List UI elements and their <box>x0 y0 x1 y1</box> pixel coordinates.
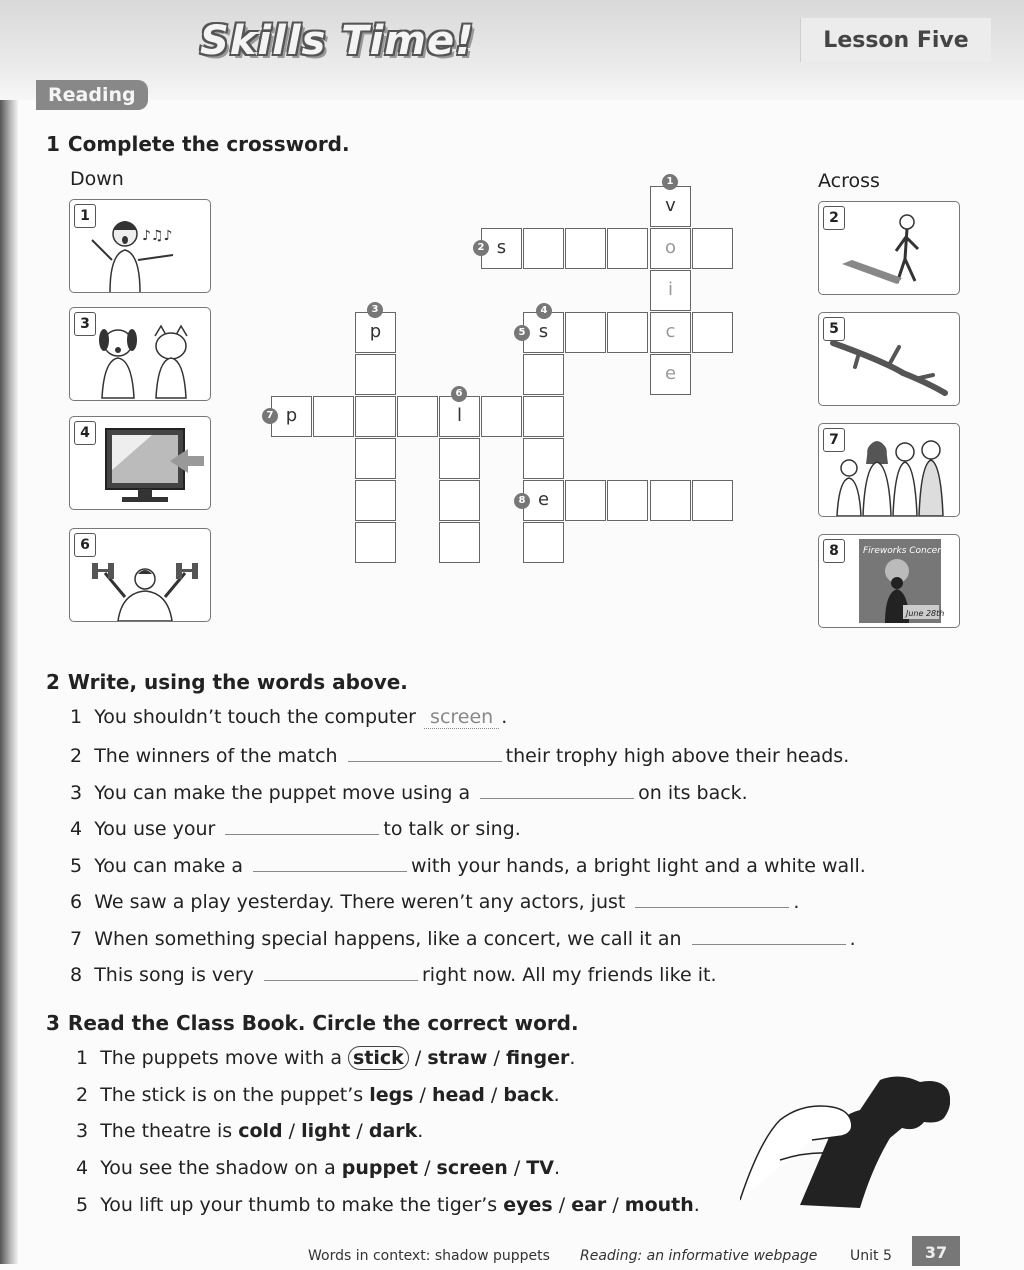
option[interactable]: TV <box>526 1157 554 1179</box>
grid-cell[interactable] <box>355 480 396 521</box>
option[interactable]: head <box>431 1084 485 1106</box>
answer-input[interactable] <box>635 889 789 908</box>
option-circled[interactable]: stick <box>348 1046 409 1070</box>
grid-cell[interactable]: c <box>650 312 691 353</box>
answer-input[interactable] <box>480 780 634 799</box>
grid-cell[interactable]: i <box>650 270 691 311</box>
grid-marker-3: 3 <box>367 302 383 318</box>
answer-input[interactable] <box>264 962 418 981</box>
grid-cell[interactable] <box>523 522 564 563</box>
option[interactable]: eyes <box>503 1194 553 1216</box>
grid-cell[interactable] <box>607 312 648 353</box>
grid-cell[interactable] <box>565 312 606 353</box>
ex2-item: 8 This song is very right now. All my friends like it. <box>70 964 717 986</box>
grid-marker-2: 2 <box>473 240 489 256</box>
grid-cell[interactable]: e <box>650 354 691 395</box>
grid-cell[interactable] <box>565 480 606 521</box>
footer-topic: Words in context: shadow puppets <box>308 1248 550 1264</box>
option[interactable]: dark <box>368 1120 418 1142</box>
grid-cell[interactable] <box>607 480 648 521</box>
ex2-item: 5 You can make a with your hands, a bright light and a white wall. <box>70 855 866 877</box>
ex2-item: 1 You shouldn’t touch the computer screen . <box>70 706 508 728</box>
grid-cell[interactable]: v <box>650 186 691 227</box>
grid-cell[interactable] <box>692 480 733 521</box>
grid-cell[interactable]: e <box>523 480 564 521</box>
down-clue-1: ♪♫♪ 1 <box>69 199 211 293</box>
grid-cell[interactable] <box>397 396 438 437</box>
grid-cell[interactable] <box>355 438 396 479</box>
grid-marker-7: 7 <box>262 408 278 424</box>
grid-marker-4: 4 <box>536 303 552 319</box>
option[interactable]: puppet <box>341 1157 419 1179</box>
grid-marker-1: 1 <box>662 174 678 190</box>
grid-cell[interactable] <box>313 396 354 437</box>
page-title: Skills Time! <box>200 18 475 64</box>
ex2-heading: 2 Write, using the words above. <box>46 670 408 694</box>
option[interactable]: light <box>301 1120 351 1142</box>
option[interactable]: ear <box>571 1194 607 1216</box>
grid-cell[interactable]: s <box>523 312 564 353</box>
ex3-heading: 3 Read the Class Book. Circle the correct word. <box>46 1011 579 1035</box>
grid-marker-6: 6 <box>451 386 467 402</box>
grid-cell[interactable] <box>523 354 564 395</box>
grid-cell[interactable] <box>523 228 564 269</box>
across-clue-7: 7 <box>818 423 960 517</box>
grid-marker-8: 8 <box>514 493 530 509</box>
ex2-item: 2 The winners of the match their trophy high above their heads. <box>70 745 850 767</box>
answer-input[interactable] <box>225 816 379 835</box>
grid-cell[interactable]: p <box>355 312 396 353</box>
footer-skill: Reading: an informative webpage <box>580 1248 818 1264</box>
option[interactable]: mouth <box>624 1194 694 1216</box>
ex3-item: 3 The theatre is cold / light / dark. <box>76 1120 424 1142</box>
down-clue-6: 6 <box>69 528 211 622</box>
ex2-item: 3 You can make the puppet move using a on its back. <box>70 782 748 804</box>
grid-cell[interactable] <box>355 396 396 437</box>
option[interactable]: screen <box>436 1157 508 1179</box>
grid-cell[interactable] <box>650 480 691 521</box>
grid-cell[interactable] <box>355 522 396 563</box>
ex2-item: 6 We saw a play yesterday. There weren’t any actors, just . <box>70 891 800 913</box>
option[interactable]: finger <box>505 1047 570 1069</box>
answer-input[interactable] <box>348 743 502 762</box>
answer-input[interactable] <box>253 853 407 872</box>
grid-cell[interactable] <box>355 354 396 395</box>
grid-cell[interactable] <box>481 396 522 437</box>
ex3-item: 4 You see the shadow on a puppet / screen / TV. <box>76 1157 560 1179</box>
grid-cell[interactable]: s <box>481 228 522 269</box>
poster-title: Fireworks Concert <box>863 546 945 556</box>
page-number: 37 <box>912 1236 960 1266</box>
down-label: Down <box>70 168 124 190</box>
grid-cell[interactable]: p <box>271 396 312 437</box>
option[interactable]: cold <box>238 1120 283 1142</box>
grid-cell[interactable] <box>565 228 606 269</box>
grid-cell[interactable] <box>523 396 564 437</box>
ex2-item: 4 You use your to talk or sing. <box>70 818 521 840</box>
across-clue-8: Fireworks Concert June 28th 8 <box>818 534 960 628</box>
shadow-tiger-illustration <box>740 1060 950 1210</box>
answer-input[interactable]: screen <box>424 706 499 729</box>
section-tab-reading: Reading <box>36 80 148 110</box>
option[interactable]: straw <box>427 1047 488 1069</box>
across-clue-5: 5 <box>818 312 960 406</box>
lesson-label: Lesson Five <box>800 18 991 62</box>
ex1-heading: 1 Complete the crossword. <box>46 132 350 156</box>
grid-cell[interactable] <box>439 480 480 521</box>
answer-input[interactable] <box>692 926 846 945</box>
grid-cell[interactable] <box>439 522 480 563</box>
grid-cell[interactable] <box>523 438 564 479</box>
ex3-item: 1 The puppets move with a stick / straw / finger. <box>76 1047 576 1069</box>
option[interactable]: legs <box>369 1084 414 1106</box>
svg-text:♪♫♪: ♪♫♪ <box>142 228 173 244</box>
down-clue-3: 3 <box>69 307 211 401</box>
across-clue-2: 2 <box>818 201 960 295</box>
book-spine-shadow <box>0 0 18 1264</box>
option[interactable]: back <box>503 1084 554 1106</box>
grid-cell[interactable]: l <box>439 396 480 437</box>
grid-cell[interactable] <box>439 438 480 479</box>
footer-unit: Unit 5 <box>850 1248 892 1264</box>
grid-cell[interactable] <box>607 228 648 269</box>
down-clue-4: 4 <box>69 416 211 510</box>
ex3-item: 2 The stick is on the puppet’s legs / head / back. <box>76 1084 560 1106</box>
poster-date: June 28th <box>906 609 945 618</box>
grid-cell[interactable] <box>692 228 733 269</box>
ex3-item: 5 You lift up your thumb to make the tiger’s eyes / ear / mouth. <box>76 1194 700 1216</box>
ex2-item: 7 When something special happens, like a concert, we call it an . <box>70 928 856 950</box>
across-label: Across <box>818 170 880 192</box>
grid-cell[interactable]: o <box>650 228 691 269</box>
grid-cell[interactable] <box>692 312 733 353</box>
grid-marker-5: 5 <box>514 325 530 341</box>
